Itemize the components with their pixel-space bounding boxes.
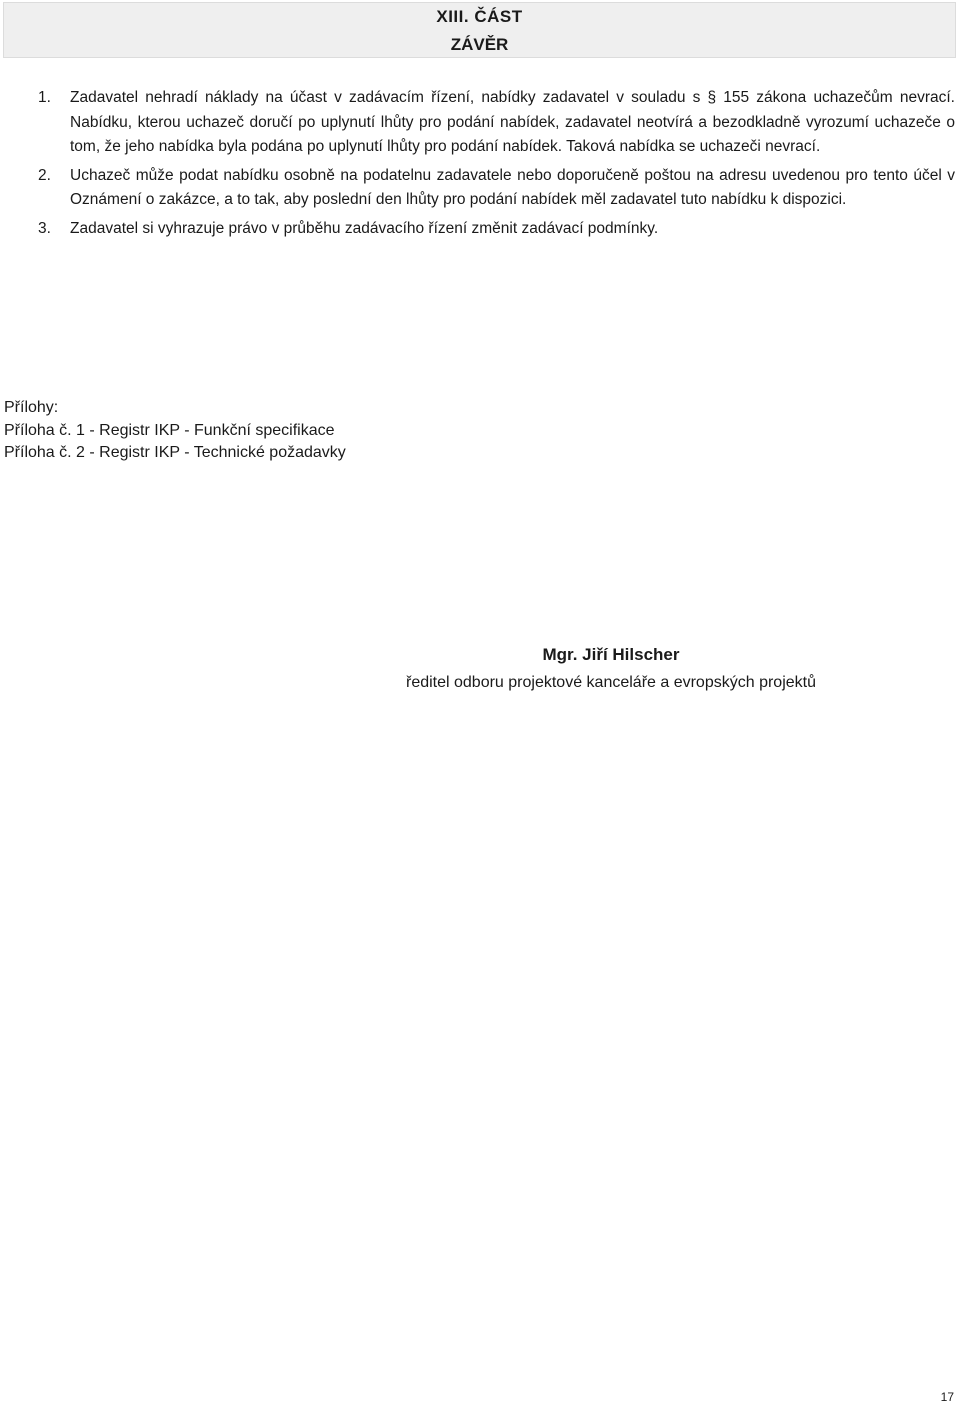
list-item-text: Zadavatel nehradí náklady na účast v zadávacím řízení, nabídky zadavatel v souladu s § 155 zákona uchazečům nevrací. Nabídku, kterou uchazeč doručí po uplynutí lhůty pro podání nabídek, zadavatel neotvírá a bezodkladně vyrozumí uchazeče o tom, že jeho nabídka byla podána po uplynutí lhůty pro podání nabídek. Taková nabídka se uchazeči nevrací. [70, 89, 955, 155]
list-item-number: 3. [38, 219, 51, 237]
list-item [0, 86, 960, 160]
attachments-heading: Přílohy: [4, 399, 59, 416]
section-title: ZÁVĚR [450, 35, 509, 54]
page-number: 17 [940, 1390, 954, 1404]
signatory-title: ředitel odboru projektové kanceláře a evropských projektů [405, 674, 816, 691]
section-header [3, 2, 956, 58]
list-item-text: Zadavatel si vyhrazuje právo v průběhu zadávacího řízení změnit zadávací podmínky. [70, 219, 659, 237]
signature-block [0, 644, 960, 694]
attachment-item: Příloha č. 1 - Registr IKP - Funkční specifikace [4, 421, 335, 439]
section-part-label: XIII. ČÁST [436, 7, 523, 26]
list-item-number: 2. [38, 166, 51, 184]
list-item [0, 164, 960, 213]
list-item-text: Uchazeč může podat nabídku osobně na podatelnu zadavatele nebo doporučeně poštou na adresu uvedenou pro tento účel v Oznámení o zakázce, a to tak, aby poslední den lhůty pro podání nabídek měl zadavatel tuto nabídku k dispozici. [70, 166, 955, 208]
attachments-section [4, 397, 346, 465]
signatory-name: Mgr. Jiří Hilscher [542, 645, 680, 664]
list-item [0, 217, 960, 242]
attachment-item: Příloha č. 2 - Registr IKP - Technické požadavky [4, 444, 346, 461]
list-item-number: 1. [38, 89, 51, 106]
conclusion-list [0, 86, 960, 245]
